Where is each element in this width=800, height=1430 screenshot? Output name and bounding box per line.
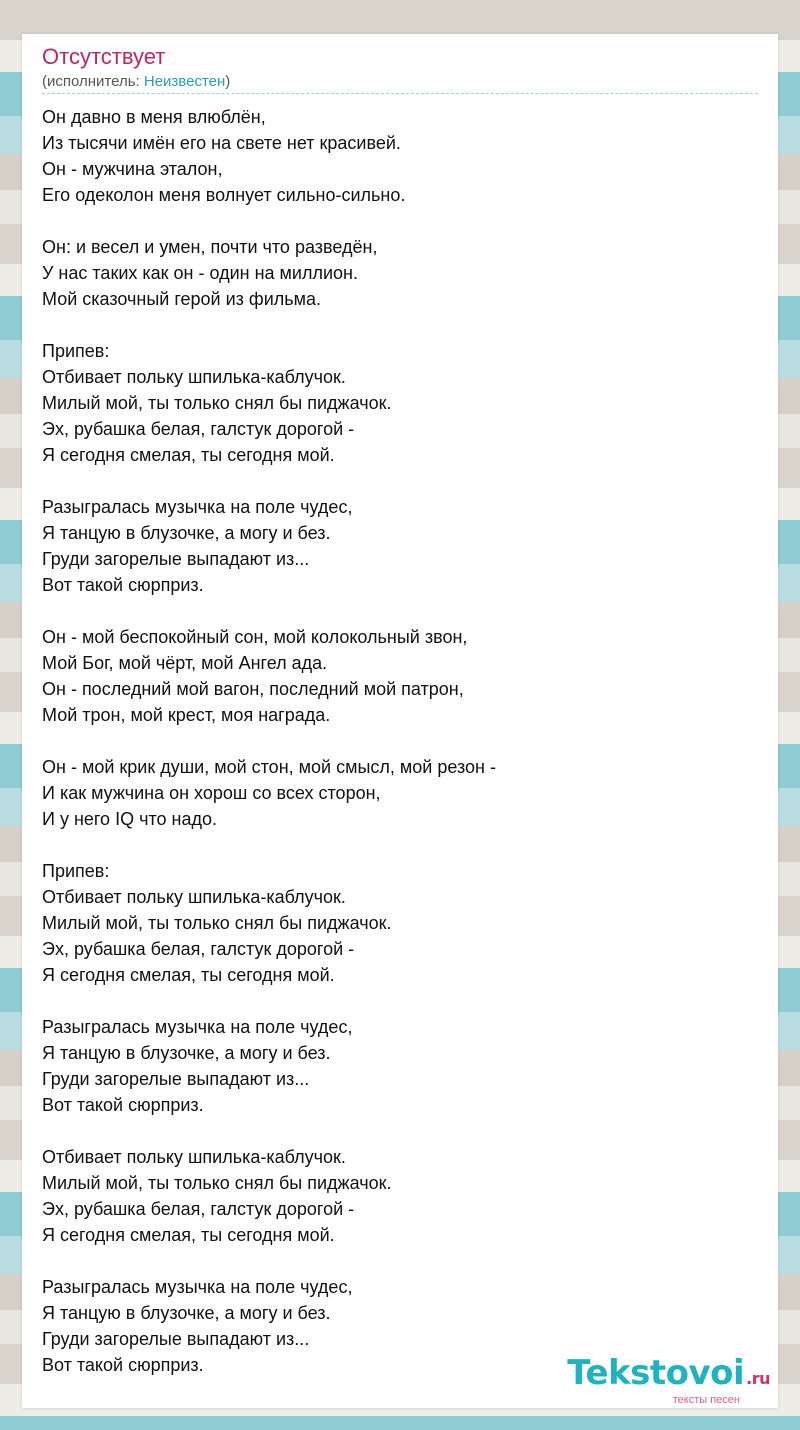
lyric-line: Его одеколон меня волнует сильно-сильно. (42, 185, 406, 205)
lyric-line: Я танцую в блузочке, а могу и без. (42, 523, 331, 543)
stanza (42, 1014, 758, 1118)
lyric-line: Мой трон, мой крест, моя награда. (42, 705, 331, 725)
lyric-line: Милый мой, ты только снял бы пиджачок. (42, 913, 392, 933)
lyric-line: И у него IQ что надо. (42, 809, 217, 829)
divider (42, 93, 758, 94)
stanza (42, 858, 758, 988)
lyric-line: Милый мой, ты только снял бы пиджачок. (42, 393, 392, 413)
lyric-line: У нас таких как он - один на миллион. (42, 263, 358, 283)
lyric-line: Он давно в меня влюблён, (42, 107, 266, 127)
lyric-line: Эх, рубашка белая, галстук дорогой - (42, 419, 355, 439)
artist-suffix: ) (225, 73, 231, 90)
lyric-line: Груди загорелые выпадают из... (42, 1069, 310, 1089)
lyric-line: Разыгралась музычка на поле чудес, (42, 497, 353, 517)
logo-text: Tekstovoi (567, 1353, 745, 1393)
lyrics-body (42, 104, 758, 1404)
lyric-line: Я танцую в блузочке, а могу и без. (42, 1303, 331, 1323)
artist-line (42, 73, 230, 91)
lyrics-card (22, 34, 778, 1408)
lyric-line: Отбивает польку шпилька-каблучок. (42, 367, 346, 387)
stanza (42, 494, 758, 598)
lyric-line: Отбивает польку шпилька-каблучок. (42, 887, 346, 907)
lyric-line: Я сегодня смелая, ты сегодня мой. (42, 1225, 335, 1245)
stanza (42, 234, 758, 312)
lyric-line: Из тысячи имён его на свете нет красивей. (42, 133, 401, 153)
lyric-line: Мой Бог, мой чёрт, мой Ангел ада. (42, 653, 328, 673)
lyric-line: И как мужчина он хорош со всех сторон, (42, 783, 381, 803)
lyric-line: Эх, рубашка белая, галстук дорогой - (42, 939, 355, 959)
lyric-line: Мой сказочный герой из фильма. (42, 289, 322, 309)
stanza (42, 338, 758, 468)
lyric-line: Я танцую в блузочке, а могу и без. (42, 1043, 331, 1063)
lyric-line: Я сегодня смелая, ты сегодня мой. (42, 445, 335, 465)
song-title: Отсутствует (42, 44, 166, 69)
lyric-line: Он - мой беспокойный сон, мой колокольный звон, (42, 627, 468, 647)
lyric-line: Я сегодня смелая, ты сегодня мой. (42, 965, 335, 985)
logo-tld: .ru (746, 1369, 770, 1388)
lyric-line: Вот такой сюрприз. (42, 575, 204, 595)
artist-link[interactable]: Неизвестен (143, 73, 226, 90)
logo-tagline: тексты песен (672, 1394, 740, 1406)
stanza (42, 104, 758, 208)
artist-prefix: (исполнитель: (42, 73, 144, 90)
site-logo[interactable] (567, 1353, 770, 1406)
lyric-line: Разыгралась музычка на поле чудес, (42, 1017, 353, 1037)
lyric-line: Разыгралась музычка на поле чудес, (42, 1277, 353, 1297)
lyric-line: Он - последний мой вагон, последний мой патрон, (42, 679, 464, 699)
stanza (42, 754, 758, 832)
stanza (42, 1144, 758, 1248)
lyric-line: Он - мужчина эталон, (42, 159, 223, 179)
lyric-line: Вот такой сюрприз. (42, 1355, 204, 1375)
lyric-line: Вот такой сюрприз. (42, 1095, 204, 1115)
lyric-line: Припев: (42, 861, 110, 881)
lyric-line: Припев: (42, 341, 110, 361)
lyric-line: Эх, рубашка белая, галстук дорогой - (42, 1199, 355, 1219)
stanza (42, 624, 758, 728)
lyric-line: Груди загорелые выпадают из... (42, 549, 310, 569)
lyric-line: Он: и весел и умен, почти что разведён, (42, 237, 378, 257)
lyric-line: Милый мой, ты только снял бы пиджачок. (42, 1173, 392, 1193)
lyric-line: Груди загорелые выпадают из... (42, 1329, 310, 1349)
lyric-line: Отбивает польку шпилька-каблучок. (42, 1147, 346, 1167)
lyric-line: Он - мой крик души, мой стон, мой смысл, мой резон - (42, 757, 496, 777)
